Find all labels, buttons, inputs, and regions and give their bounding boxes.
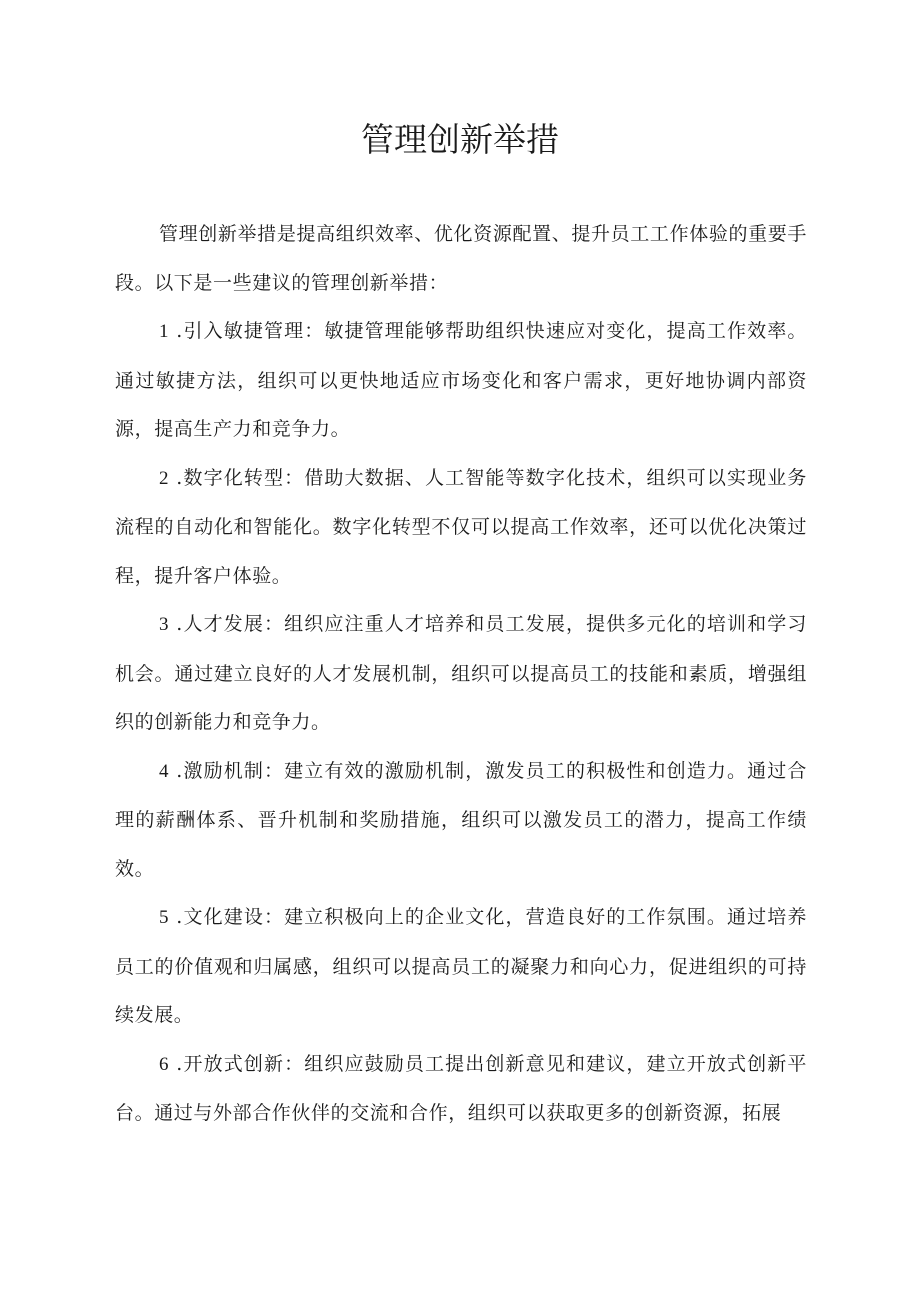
item-text: .开放式创新：组织应鼓励员工提出创新意见和建议，建立开放式创新平台。通过与外部合作伙伴的交流和合作，组织可以获取更多的创新资源，拓展: [115, 1052, 807, 1124]
list-item: [115, 747, 807, 894]
page-title: 管理创新举措: [361, 120, 559, 159]
item-number: 6: [159, 1053, 170, 1075]
item-text: .文化建设：建立积极向上的企业文化，营造良好的工作氛围。通过培养员工的价值观和归属感，组织可以提高员工的凝聚力和向心力，促进组织的可持续发展。: [115, 906, 807, 1026]
list-item: [115, 454, 807, 601]
intro-paragraph: 管理创新举措是提高组织效率、优化资源配置、提升员工工作体验的重要手段。以下是一些建议的管理创新举措：: [115, 223, 807, 294]
list-item: [115, 600, 807, 747]
item-text: .激励机制：建立有效的激励机制，激发员工的积极性和创造力。通过合理的薪酬体系、晋升机制和奖励措施，组织可以激发员工的潜力，提高工作绩效。: [115, 759, 807, 880]
item-number: 2: [159, 467, 170, 489]
item-text: .引入敏捷管理：敏捷管理能够帮助组织快速应对变化，提高工作效率。通过敏捷方法，组织可以更快地适应市场变化和客户需求，更好地协调内部资源，提高生产力和竞争力。: [115, 320, 807, 440]
item-number: 4: [159, 760, 170, 782]
document-body: [115, 210, 807, 1138]
list-item: [115, 307, 807, 454]
item-text: .数字化转型：借助大数据、人工智能等数字化技术，组织可以实现业务流程的自动化和智能化。数字化转型不仅可以提高工作效率，还可以优化决策过程，提升客户体验。: [115, 466, 807, 587]
list-item: [115, 1040, 807, 1138]
item-number: 1: [159, 321, 170, 342]
item-text: .人才发展：组织应注重人才培养和员工发展，提供多元化的培训和学习机会。通过建立良好的人才发展机制，组织可以提高员工的技能和素质，增强组织的创新能力和竞争力。: [115, 613, 807, 733]
item-number: 5: [159, 907, 170, 928]
item-number: 3: [159, 614, 170, 635]
list-item: [115, 893, 807, 1040]
